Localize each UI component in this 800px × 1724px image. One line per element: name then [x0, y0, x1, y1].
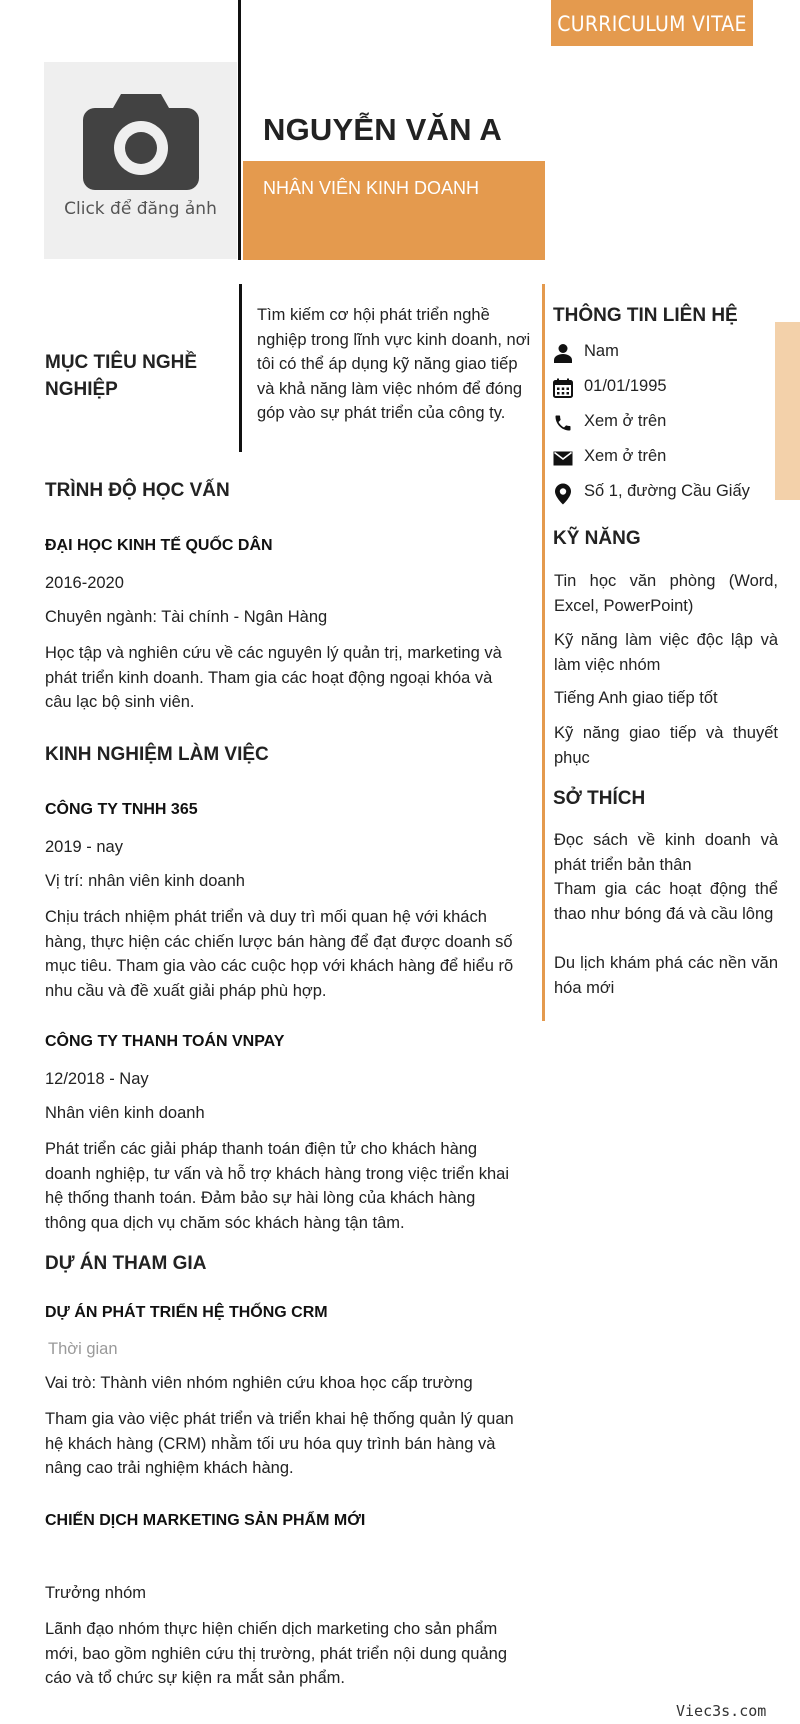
job-position: Nhân viên kinh doanh	[45, 1104, 205, 1122]
contact-birthday-value: 01/01/1995	[584, 377, 667, 395]
project-time-placeholder: Thời gian	[48, 1340, 118, 1358]
hobby-item: Đọc sách về kinh doanh và phát triển bản thân	[554, 831, 778, 874]
contact-phone-value: Xem ở trên	[584, 412, 667, 430]
project-name: DỰ ÁN PHÁT TRIỂN HỆ THỐNG CRM	[45, 1304, 328, 1321]
job-period: 12/2018 - Nay	[45, 1070, 149, 1088]
objective-divider	[239, 284, 242, 452]
right-column-divider	[542, 284, 545, 1021]
education-school: ĐẠI HỌC KINH TẾ QUỐC DÂN	[45, 537, 273, 554]
objective-heading: MỤC TIÊU NGHỀ NGHIỆP	[45, 352, 197, 400]
camera-icon	[83, 90, 199, 190]
education-major: Chuyên ngành: Tài chính - Ngân Hàng	[45, 608, 328, 626]
calendar-icon	[553, 378, 573, 398]
hobby-item: Tham gia các hoạt động thể thao như bóng đá và cầu lông	[554, 880, 778, 923]
hobbies-heading: SỞ THÍCH	[553, 788, 646, 809]
skills-heading: KỸ NĂNG	[553, 528, 641, 549]
contact-gender-value: Nam	[584, 342, 619, 360]
objective-text: Tìm kiếm cơ hội phát triển nghề nghiệp trong lĩnh vực kinh doanh, nơi tôi có thể áp dụng kỹ năng giao tiếp và khả năng làm việc nhóm để đóng góp vào sự phát triển của công ty.	[257, 306, 531, 422]
education-period: 2016-2020	[45, 574, 124, 592]
job-description: Phát triển các giải pháp thanh toán điện tử cho khách hàng doanh nghiệp, tư vấn và hỗ trợ khách hàng trong việc triển khai hệ thống thanh toán. Đảm bảo sự hài lòng của khách hàng thông qua dịch vụ chăm sóc khách hàng tận tâm.	[45, 1140, 509, 1232]
phone-icon	[553, 413, 573, 433]
job-position: Vị trí: nhân viên kinh doanh	[45, 872, 245, 890]
email-icon	[553, 448, 573, 468]
side-tab[interactable]	[775, 322, 800, 500]
project-role: Vai trò: Thành viên nhóm nghiên cứu khoa học cấp trường	[45, 1374, 473, 1392]
project-role: Trưởng nhóm	[45, 1584, 147, 1602]
contact-email-value: Xem ở trên	[584, 447, 667, 465]
job-company: CÔNG TY THANH TOÁN VNPAY	[45, 1033, 285, 1050]
avatar-upload[interactable]	[44, 62, 237, 259]
job-period: 2019 - nay	[45, 838, 123, 856]
projects-heading: DỰ ÁN THAM GIA	[45, 1253, 207, 1274]
location-pin-icon	[553, 483, 573, 505]
skill-item: Tiếng Anh giao tiếp tốt	[554, 689, 718, 707]
header-divider	[238, 0, 241, 260]
job-title: NHÂN VIÊN KINH DOANH	[263, 178, 480, 198]
project-description: Lãnh đạo nhóm thực hiện chiến dịch marketing cho sản phẩm mới, bao gồm nghiên cứu thị trường, phát triển nội dung quảng cáo và tổ chức sự kiện ra mắt sản phẩm.	[45, 1620, 508, 1687]
person-icon	[553, 343, 573, 363]
job-company: CÔNG TY TNHH 365	[45, 801, 198, 818]
skill-item: Kỹ năng giao tiếp và thuyết phục	[554, 724, 778, 767]
photo-caption: Click để đăng ảnh	[64, 199, 217, 219]
hobby-item: Du lịch khám phá các nền văn hóa mới	[554, 954, 778, 997]
education-heading: TRÌNH ĐỘ HỌC VẤN	[45, 480, 230, 501]
project-name: CHIẾN DỊCH MARKETING SẢN PHẨM MỚI	[45, 1512, 366, 1529]
contact-heading: THÔNG TIN LIÊN HỆ	[553, 305, 738, 326]
experience-heading: KINH NGHIỆM LÀM VIỆC	[45, 744, 269, 765]
watermark: Viec3s.com	[676, 1702, 767, 1720]
job-title-box	[243, 161, 545, 260]
cv-label: CURRICULUM VITAE	[551, 0, 753, 46]
candidate-name: NGUYỄN VĂN A	[263, 112, 502, 147]
skill-item: Tin học văn phòng (Word, Excel, PowerPoint)	[554, 572, 778, 615]
project-description: Tham gia vào việc phát triển và triển khai hệ thống quản lý quan hệ khách hàng (CRM) nhằm tối ưu hóa quy trình bán hàng và nâng cao trải nghiệm khách hàng.	[45, 1410, 514, 1477]
skill-item: Kỹ năng làm việc độc lập và làm việc nhóm	[554, 631, 778, 674]
education-description: Học tập và nghiên cứu về các nguyên lý quản trị, marketing và phát triển kinh doanh. Tham gia các hoạt động ngoại khóa và câu lạc bộ sinh viên.	[45, 644, 502, 711]
job-description: Chịu trách nhiệm phát triển và duy trì mối quan hệ với khách hàng, thực hiện các chiến lược bán hàng để đạt được doanh số mục tiêu. Tham gia vào các cuộc họp với khách hàng để hiểu rõ nhu cầu và đề xuất giải pháp phù hợp.	[45, 908, 514, 1000]
contact-address-value: Số 1, đường Cầu Giấy	[584, 482, 750, 500]
